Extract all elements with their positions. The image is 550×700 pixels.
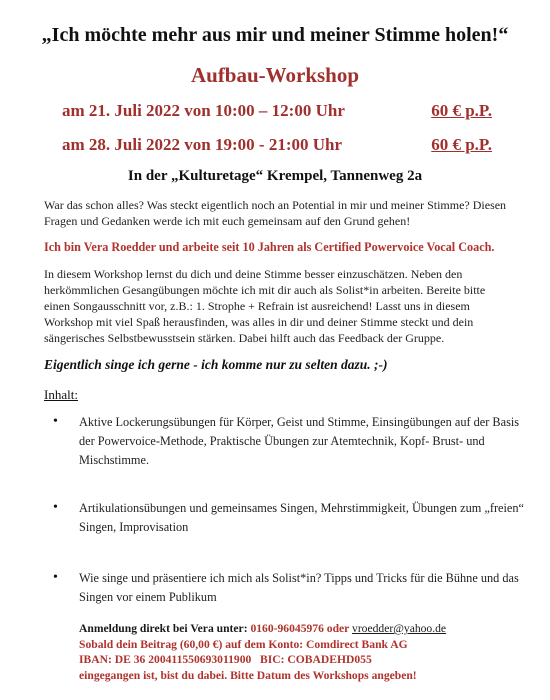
payment-line: Sobald dein Beitrag (60,00 €) auf dem Konto: Comdirect Bank AG [79, 637, 408, 651]
date-text: am 28. Juli 2022 von 19:00 - 21:00 Uhr [62, 135, 343, 154]
intro-paragraph: War das schon alles? Was steckt eigentlich noch an Potential in mir und meiner Stimme? Diesen Fragen und Gedanken werde ich mit euch gemeinsam auf den Grund gehen! [44, 198, 507, 228]
bullet-icon: • [53, 570, 58, 585]
phone-number: 0160-96045976 oder [250, 622, 353, 635]
contents-heading: Inhalt: [44, 387, 78, 402]
registration-intro: Anmeldung direkt bei Vera unter: [79, 622, 251, 635]
date-text: am 21. Juli 2022 von 10:00 – 12:00 Uhr [62, 101, 345, 120]
payment-note: eingegangen ist, bist du dabei. Bitte Datum des Workshops angeben! [79, 668, 417, 682]
description-paragraph: In diesem Workshop lernst du dich und deine Stimme besser einzuschätzen. Neben den herkömmlichen Gesangübungen möchte ich mit dir auch als Solist*in arbeiten. Bereite bitte einen Songausschnitt vor, z.B.: 1. Strophe + Refrain ist ausreichend! Lasst uns in diesem Workshop mit viel Spaß herausfinden, was alles in dir und deiner Stimme steckt und dein sängerisches Selbstbewusstsein stärken. Dabei hilft auch das Feedback der Gruppe. [44, 267, 486, 345]
bullet-icon: • [53, 414, 58, 429]
price-label: 60 € p.P. [431, 135, 492, 154]
price-label: 60 € p.P. [431, 101, 492, 120]
email-link[interactable]: vroedder@yahoo.de [352, 622, 447, 635]
headline: „Ich möchte mehr aus mir und meiner Stimme holen!“ [41, 24, 509, 46]
bullet-icon: • [53, 500, 58, 515]
contact-line [79, 621, 539, 637]
coach-statement: Ich bin Vera Roedder und arbeite seit 10 Jahren als Certified Powervoice Vocal Coach. [44, 240, 495, 254]
list-item: Wie singe und präsentiere ich mich als Solist*in? Tipps und Tricks für die Bühne und das Singen vor einem Publikum [79, 571, 519, 604]
contact-block [79, 621, 539, 683]
workshop-title: Aufbau-Workshop [190, 63, 360, 87]
bank-details: IBAN: DE 36 200411550693011900 BIC: COBADEHD055 [79, 653, 372, 666]
list-item: Artikulationsübungen und gemeinsames Singen, Mehrstimmigkeit, Übungen zum „freien“ Singen, Improvisation [79, 501, 524, 534]
venue-line: In der „Kulturetage“ Krempel, Tannenweg 2a [127, 168, 423, 184]
motto-line: Eigentlich singe ich gerne - ich komme nur zu selten dazu. ;-) [44, 357, 388, 372]
list-item: Aktive Lockerungsübungen für Körper, Geist und Stimme, Einsingübungen auf der Basis der Powervoice-Methode, Praktische Übungen zur Atemtechnik, Kopf- Brust- und Mischstimme. [79, 415, 520, 467]
